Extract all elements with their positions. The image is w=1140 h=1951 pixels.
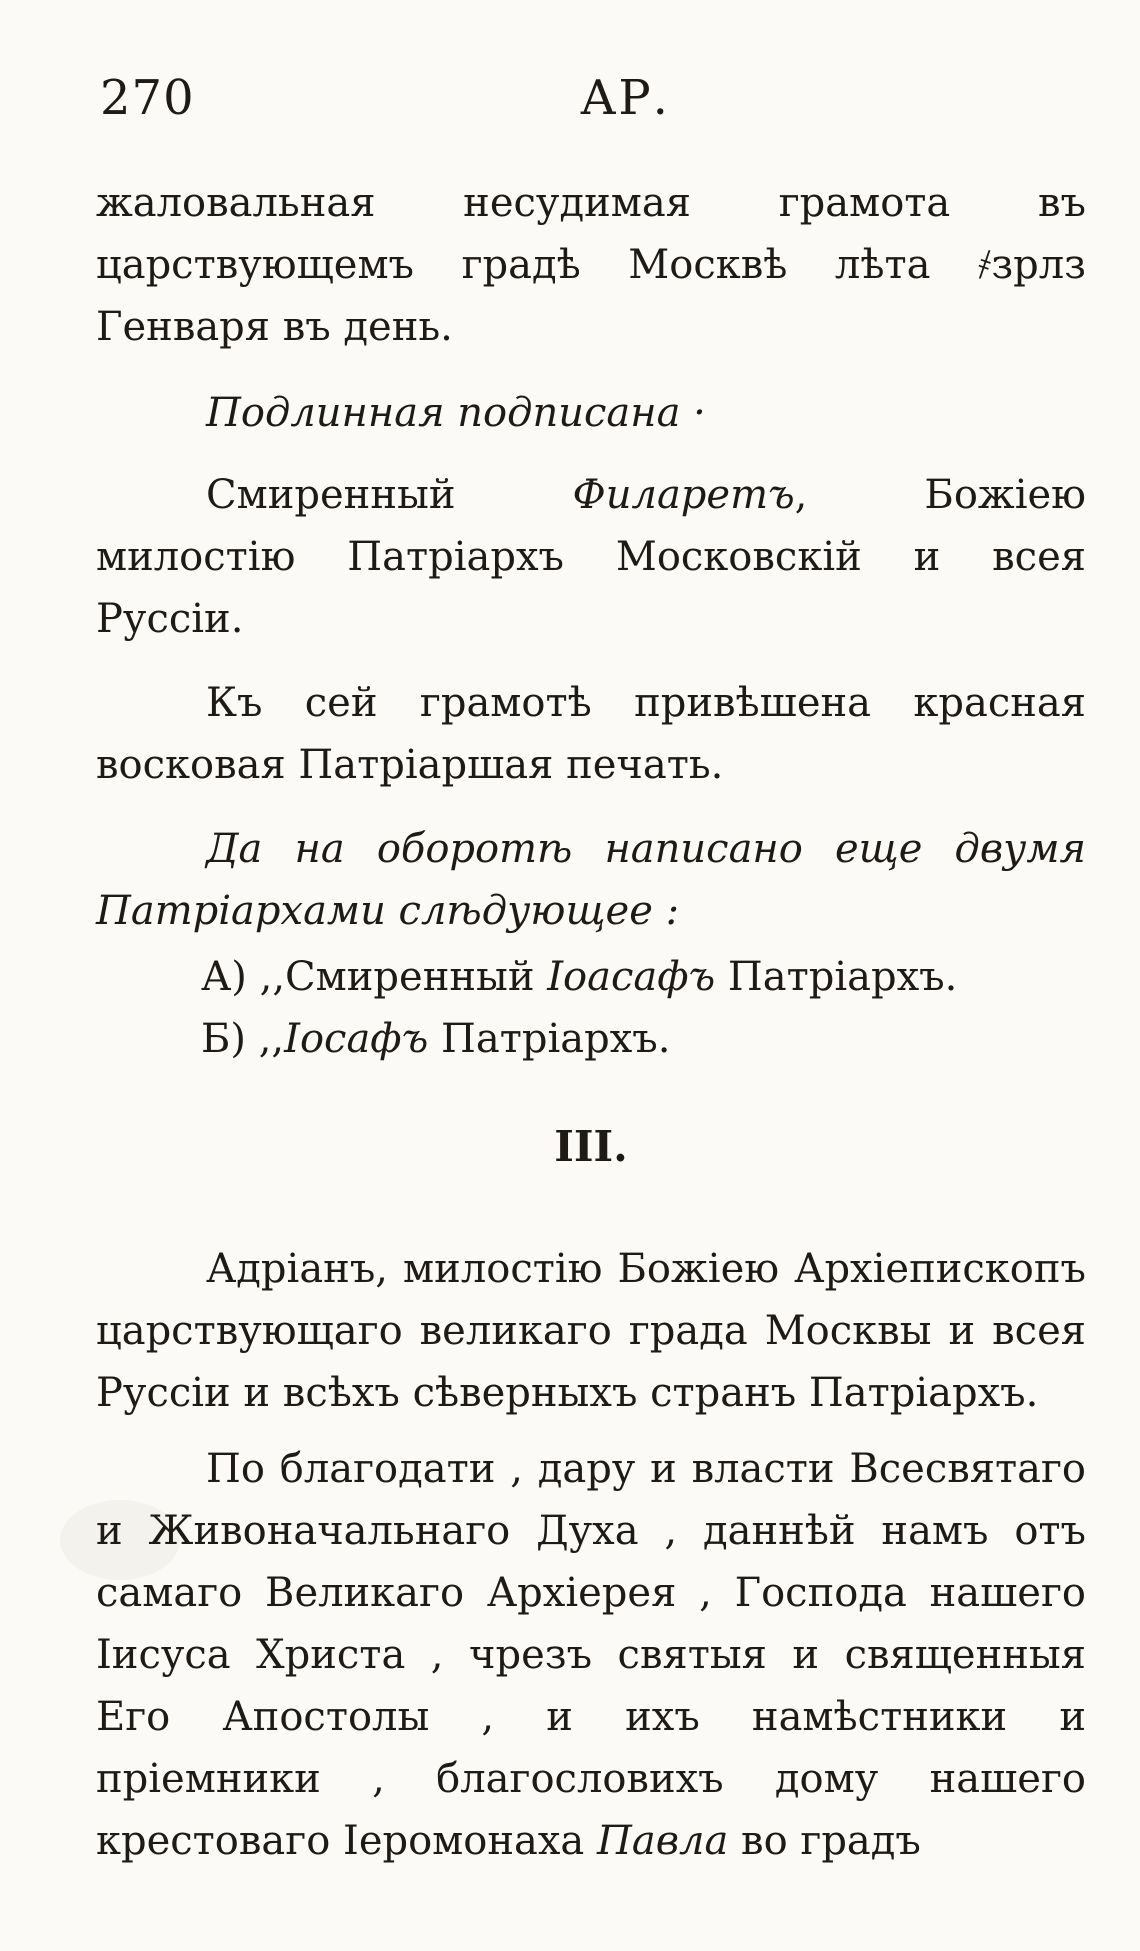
section-number: III. (554, 1122, 628, 1171)
seal-note: Къ сей грамотѣ привѣшена красная восковая Патріаршая печать. (96, 680, 1086, 788)
paragraph-adrian-title: Адріанъ, милостію Божіею Архіепископъ царствующаго великаго града Москвы и всея Руссіи и всѣхъ сѣверныхъ странъ Патріархъ. (96, 1246, 1086, 1416)
blessing-text-end: во градъ (728, 1818, 921, 1864)
endorsement-b (96, 1008, 1086, 1070)
signature-label: Подлинная подписана · (206, 390, 706, 436)
endorsement-b-prefix: Б) ,, (201, 1016, 285, 1062)
endorsement-a (96, 946, 1086, 1008)
page-number: 270 (100, 70, 195, 126)
endorsement-a-prefix: А) ,,Смиренный (201, 954, 548, 1000)
running-title: АР. (580, 70, 670, 126)
signature-filaret (96, 464, 1086, 650)
endorsement-intro: Да на оборотѣ написано еще двумя Патріархами слѣдующее : (96, 826, 1086, 934)
paragraph-blessing (96, 1438, 1086, 1872)
endorsement-b-name: Іосафъ (284, 1016, 429, 1062)
blessing-text: По благодати , дару и власти Всесвятаго и Живоначальнаго Духа , даннѣй намъ отъ самаго Великаго Архіерея , Господа нашего Іисуса Христа , чрезъ святыя и священныя Его Апостолы , и ихъ намѣстники и пріемники , благословихъ дому нашего крестоваго Іеромонаха (96, 1446, 1086, 1864)
sig-suffix: , Божіею милостію Патріархъ Московскій и всея Руссіи. (96, 472, 1086, 642)
page-header (100, 70, 1060, 140)
endorsement-a-suffix: Патріархъ. (715, 954, 958, 1000)
endorsement-b-suffix: Патріархъ. (428, 1016, 671, 1062)
sig-name-filaret: Филаретъ (572, 472, 795, 518)
page-body (96, 172, 1086, 1872)
endorsement-a-name: Іоасафъ (547, 954, 716, 1000)
sig-prefix: Смиренный (206, 472, 573, 518)
endorsement-list (96, 946, 1086, 1070)
paragraph-charter-ending: жаловальная несудимая грамота въ царствующемъ градѣ Москвѣ лѣта ҂зрлз Генваря въ день. (96, 180, 1086, 350)
blessing-name-pavel: Павла (597, 1818, 729, 1864)
